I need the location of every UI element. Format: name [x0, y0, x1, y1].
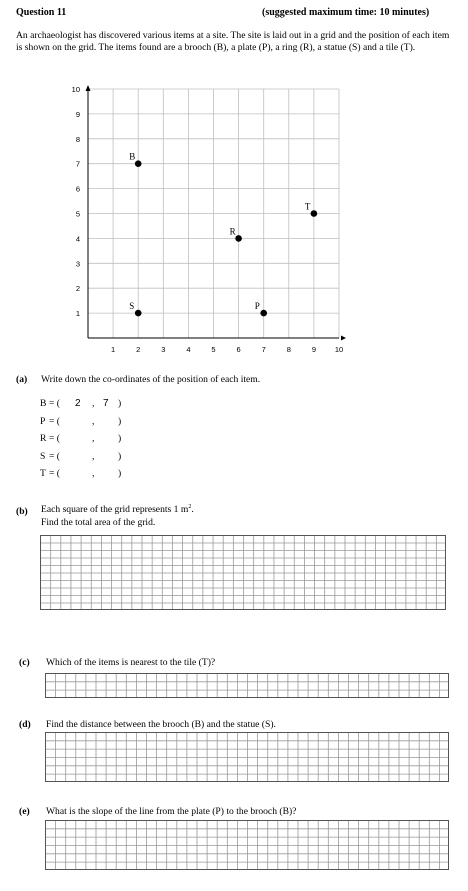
point-marker: [135, 310, 142, 317]
close-paren: ): [118, 398, 122, 409]
coordinate-grid-chart: [0, 0, 468, 370]
x-tick-label: 4: [186, 345, 191, 354]
coordinate-row-s: [40, 451, 140, 465]
x-tick-label: 3: [161, 345, 166, 354]
part-b-question-line2: Find the total area of the grid.: [41, 517, 156, 528]
part-a-label: (a): [16, 374, 28, 385]
point-r: [230, 226, 242, 241]
point-label: P: [254, 301, 260, 312]
axes: [86, 85, 347, 341]
y-axis-arrow: [86, 85, 91, 91]
close-paren: ): [118, 468, 122, 479]
coordinate-row-r: [40, 433, 140, 447]
part-c-question: Which of the items is nearest to the tile (T)?: [46, 657, 216, 668]
part-d-label: (d): [19, 719, 31, 730]
coordinate-comma: ,: [92, 468, 95, 479]
point-label: R: [229, 226, 236, 237]
coordinate-comma: ,: [92, 450, 95, 462]
x-coordinate-value[interactable]: 2: [75, 398, 81, 409]
part-c-label: (c): [19, 657, 30, 668]
part-b-superscript: 2: [188, 504, 192, 510]
coordinate-row-p: [40, 416, 140, 430]
y-tick-label: 1: [75, 309, 80, 319]
point-b: [129, 152, 141, 167]
x-tick-label: 7: [261, 345, 266, 354]
coordinate-comma: ,: [92, 433, 95, 444]
close-paren: ): [118, 415, 122, 427]
x-axis-tick-labels: [111, 345, 343, 354]
item-letter: B: [40, 398, 47, 409]
close-paren: ): [118, 433, 122, 444]
point-label: B: [129, 151, 136, 162]
part-b-period: .: [191, 504, 194, 516]
y-tick-label: 7: [75, 159, 80, 169]
y-tick-label: 9: [75, 109, 80, 119]
point-marker: [260, 310, 267, 317]
item-letter: P: [40, 415, 46, 427]
part-d-question: Find the distance between the brooch (B) and the statue (S).: [46, 719, 276, 730]
part-e-label: (e): [19, 806, 30, 817]
part-b-question-line1: [41, 504, 194, 515]
question-number: Question 11: [16, 7, 67, 18]
equals-open-paren: = (: [49, 450, 61, 462]
x-tick-label: 9: [311, 345, 316, 354]
part-c-answer-grid[interactable]: [45, 673, 449, 698]
point-marker: [311, 210, 318, 217]
part-a-question: Write down the co-ordinates of the position of each item.: [41, 374, 261, 385]
y-coordinate-value[interactable]: 7: [103, 398, 109, 409]
equals-open-paren: = (: [49, 398, 61, 409]
equals-open-paren: = (: [49, 433, 61, 444]
close-paren: ): [118, 450, 122, 462]
x-tick-label: 6: [236, 345, 241, 354]
point-s: [129, 301, 141, 316]
x-tick-label: 1: [111, 345, 116, 354]
part-b-text: Each square of the grid represents 1 m: [41, 504, 189, 516]
point-label: S: [129, 301, 135, 312]
suggested-time: (suggested maximum time: 10 minutes): [262, 7, 430, 18]
y-tick-label: 4: [75, 234, 80, 244]
item-letter: S: [40, 450, 46, 462]
question-intro: An archaeologist has discovered various items at a site. The site is laid out in a grid and the position of each item is shown on the grid. The items found are a brooch (B), a plate (P), a ring (R), a statue (S) and a tile (T).: [16, 30, 450, 53]
part-e-answer-grid[interactable]: [45, 820, 449, 870]
x-axis-arrow: [341, 336, 346, 341]
point-marker: [235, 235, 242, 242]
coordinate-comma: ,: [92, 415, 95, 427]
coordinate-comma: ,: [92, 398, 95, 409]
x-tick-label: 2: [136, 345, 141, 354]
point-marker: [135, 160, 142, 167]
equals-open-paren: = (: [49, 468, 61, 479]
equals-open-paren: = (: [49, 415, 61, 427]
part-d-answer-grid[interactable]: [45, 732, 449, 782]
coordinate-row-t: [40, 468, 140, 482]
y-tick-label: 5: [75, 209, 80, 219]
y-tick-label: 10: [71, 85, 80, 94]
x-tick-label: 8: [286, 345, 291, 354]
x-tick-label: 5: [211, 345, 216, 354]
point-t: [305, 202, 317, 217]
x-tick-label: 10: [334, 345, 344, 354]
y-tick-label: 8: [75, 134, 80, 144]
y-tick-label: 2: [75, 284, 80, 294]
coordinate-row-b: [40, 398, 140, 412]
part-b-label: (b): [16, 506, 28, 517]
point-p: [255, 301, 267, 316]
item-letter: T: [40, 468, 46, 479]
grid-lines: [88, 89, 339, 338]
part-e-question: What is the slope of the line from the plate (P) to the brooch (B)?: [46, 806, 297, 817]
y-tick-label: 3: [75, 259, 80, 269]
y-axis-tick-labels: [72, 85, 80, 318]
point-label: T: [304, 201, 311, 212]
item-letter: R: [40, 433, 47, 444]
part-b-answer-grid[interactable]: [40, 535, 446, 610]
y-tick-label: 6: [75, 184, 80, 194]
